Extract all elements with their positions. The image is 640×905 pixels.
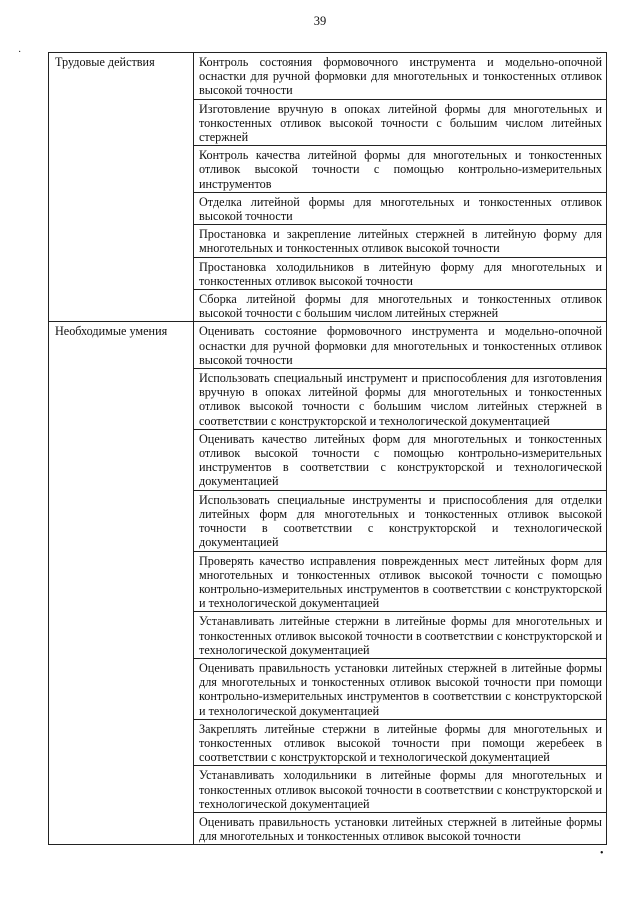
table-row [49,53,607,100]
table-cell: Устанавливать литейные стержни в литейные формы для многотельных и тонкостенных отливок высокой точности в соответствии с конструкторской и технологической документацией [194,612,607,659]
section-label-labor-actions: Трудовые действия [49,53,194,322]
table-cell: Устанавливать холодильники в литейные формы для многотельных и тонкостенных отливок высокой точности в соответствии с конструкторской и технологической документацией [194,766,607,813]
table-cell: Оценивать состояние формовочного инструмента и модельно-опочной оснастки для ручной формовки для многотельных и тонкостенных отливок высокой точности [194,322,607,369]
table-cell: Оценивать правильность установки литейных стержней в литейные формы для многотельных и тонкостенных отливок высокой точности [194,812,607,844]
table-cell: Контроль состояния формовочного инструмента и модельно-опочной оснастки для ручной формовки для многотельных и тонкостенных отливок высокой точности [194,53,607,100]
requirements-table [48,52,607,845]
table-cell: Оценивать качество литейных форм для многотельных и тонкостенных отливок высокой точности с помощью контрольно-измерительных инструментов в соответствии с конструкторской и технологической документацией [194,429,607,490]
table-cell: Проверять качество исправления поврежденных мест литейных форм для многотельных и тонкостенных отливок высокой точности с помощью контрольно-измерительных инструментов в соответствии с конструкторской и технологической документацией [194,551,607,612]
table-cell: Контроль качества литейной формы для многотельных и тонкостенных отливок высокой точности с помощью контрольно-измерительных инструментов [194,146,607,193]
table-cell: Оценивать правильность установки литейных стержней в литейные формы для многотельных и тонкостенных отливок высокой точности при помощи контрольно-измерительных инструментов в соответствии с конструкторской и технологической документацией [194,658,607,719]
table-cell: Простановка и закрепление литейных стержней в литейную форму для многотельных и тонкостенных отливок высокой точности [194,225,607,257]
table-row [49,322,607,369]
page-number: 39 [313,14,327,28]
table-cell: Сборка литейной формы для многотельных и тонкостенных отливок высокой точности с большим числом литейных стержней [194,290,607,322]
section-label-required-skills: Необходимые умения [49,322,194,845]
table-cell: Закреплять литейные стержни в литейные формы для многотельных и тонкостенных отливок высокой точности при помощи жеребеек в соответствии с конструкторской и технологической документацией [194,719,607,766]
table-cell: Простановка холодильников в литейную форму для многотельных и тонкостенных отливок высокой точности [194,257,607,289]
table-cell: Использовать специальные инструменты и приспособления для отделки литейных форм для многотельных и тонкостенных отливок высокой точности в соответствии с конструкторской и технологической документацией [194,490,607,551]
table-cell: Отделка литейной формы для многотельных и тонкостенных отливок высокой точности [194,192,607,224]
table-cell: Изготовление вручную в опоках литейной формы для многотельных и тонкостенных отливок высокой точности с большим числом литейных стержней [194,99,607,146]
margin-mark: · [18,47,22,58]
margin-mark: • [600,848,604,859]
table-cell: Использовать специальный инструмент и приспособления для изготовления вручную в опоках литейной формы для многотельных и тонкостенных отливок высокой точности с большим числом литейных стержней в соответствии с конструкторской и технологической документацией [194,369,607,430]
